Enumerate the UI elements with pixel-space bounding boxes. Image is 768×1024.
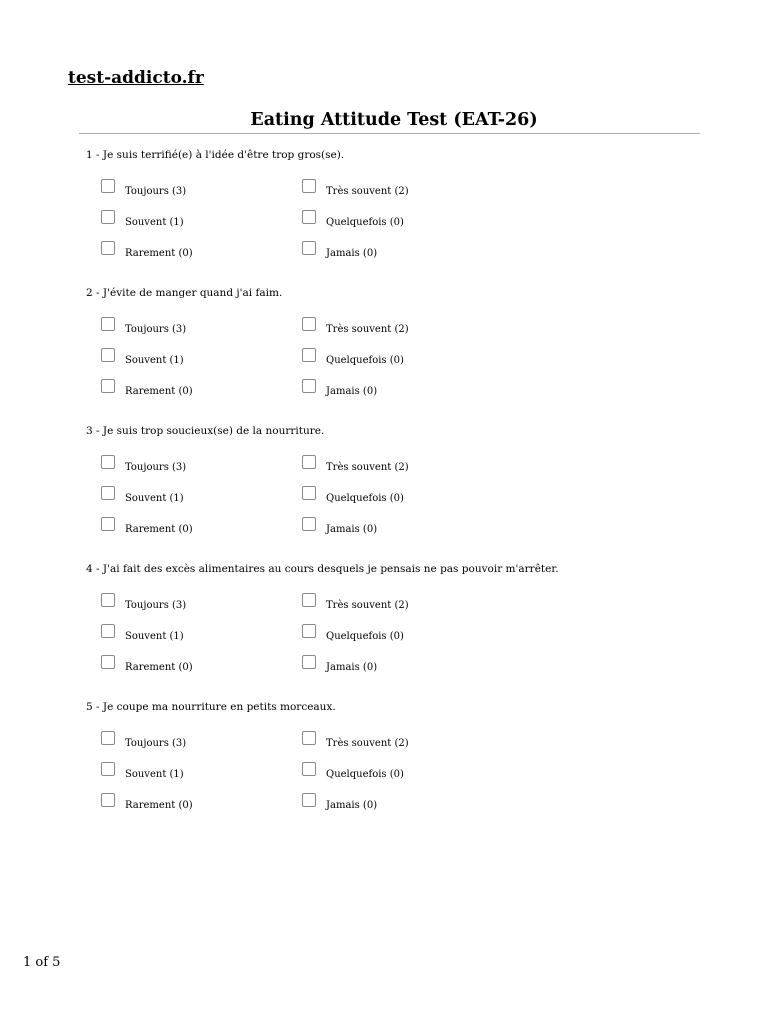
site-link[interactable]: test-addicto.fr xyxy=(68,68,204,88)
checkbox[interactable] xyxy=(302,655,316,669)
answer-options xyxy=(86,731,726,827)
question-text: 2 - J'évite de manger quand j'ai faim. xyxy=(86,287,283,299)
option-label: Quelquefois (0) xyxy=(326,355,404,366)
checkbox[interactable] xyxy=(302,455,316,469)
answer-options xyxy=(86,455,726,551)
option-label: Très souvent (2) xyxy=(326,462,409,473)
checkbox[interactable] xyxy=(302,348,316,362)
checkbox[interactable] xyxy=(302,624,316,638)
option-label: Très souvent (2) xyxy=(326,738,409,749)
question-text: 1 - Je suis terrifié(e) à l'idée d'être trop gros(se). xyxy=(86,149,345,161)
question-2 xyxy=(86,286,726,413)
question-3 xyxy=(86,424,726,551)
question-text: 5 - Je coupe ma nourriture en petits morceaux. xyxy=(86,701,336,713)
option-label: Jamais (0) xyxy=(326,662,378,673)
option-label: Rarement (0) xyxy=(125,524,193,535)
checkbox[interactable] xyxy=(101,655,115,669)
option-label: Toujours (3) xyxy=(125,738,187,749)
checkbox[interactable] xyxy=(302,210,316,224)
checkbox[interactable] xyxy=(101,593,115,607)
checkbox[interactable] xyxy=(302,731,316,745)
checkbox[interactable] xyxy=(302,179,316,193)
checkbox[interactable] xyxy=(302,379,316,393)
question-4 xyxy=(86,562,726,689)
title-divider xyxy=(79,133,700,134)
option-label: Quelquefois (0) xyxy=(326,769,404,780)
checkbox[interactable] xyxy=(101,762,115,776)
checkbox[interactable] xyxy=(101,348,115,362)
question-text: 3 - Je suis trop soucieux(se) de la nourriture. xyxy=(86,425,325,437)
option-label: Très souvent (2) xyxy=(326,600,409,611)
checkbox[interactable] xyxy=(302,593,316,607)
answer-options xyxy=(86,593,726,689)
option-label: Jamais (0) xyxy=(326,386,378,397)
option-label: Quelquefois (0) xyxy=(326,631,404,642)
answer-options xyxy=(86,179,726,275)
answer-options xyxy=(86,317,726,413)
checkbox[interactable] xyxy=(101,486,115,500)
checkbox[interactable] xyxy=(101,731,115,745)
option-label: Jamais (0) xyxy=(326,524,378,535)
checkbox[interactable] xyxy=(101,317,115,331)
option-label: Souvent (1) xyxy=(125,355,184,366)
checkbox[interactable] xyxy=(101,210,115,224)
checkbox[interactable] xyxy=(101,179,115,193)
checkbox[interactable] xyxy=(302,317,316,331)
option-label: Rarement (0) xyxy=(125,386,193,397)
checkbox[interactable] xyxy=(302,762,316,776)
option-label: Rarement (0) xyxy=(125,248,193,259)
option-label: Très souvent (2) xyxy=(326,186,409,197)
option-label: Rarement (0) xyxy=(125,662,193,673)
checkbox[interactable] xyxy=(101,517,115,531)
option-label: Toujours (3) xyxy=(125,324,187,335)
checkbox[interactable] xyxy=(302,517,316,531)
option-label: Souvent (1) xyxy=(125,217,184,228)
option-label: Souvent (1) xyxy=(125,631,184,642)
option-label: Jamais (0) xyxy=(326,800,378,811)
option-label: Toujours (3) xyxy=(125,186,187,197)
option-label: Souvent (1) xyxy=(125,493,184,504)
checkbox[interactable] xyxy=(302,241,316,255)
checkbox[interactable] xyxy=(101,624,115,638)
question-5 xyxy=(86,700,726,827)
checkbox[interactable] xyxy=(101,241,115,255)
option-label: Toujours (3) xyxy=(125,600,187,611)
checkbox[interactable] xyxy=(101,379,115,393)
checkbox[interactable] xyxy=(101,455,115,469)
option-label: Jamais (0) xyxy=(326,248,378,259)
page-title: Eating Attitude Test (EAT-26) xyxy=(250,110,538,130)
page-number: 1 of 5 xyxy=(23,955,61,970)
option-label: Rarement (0) xyxy=(125,800,193,811)
checkbox[interactable] xyxy=(302,793,316,807)
checkbox[interactable] xyxy=(302,486,316,500)
option-label: Souvent (1) xyxy=(125,769,184,780)
option-label: Quelquefois (0) xyxy=(326,493,404,504)
option-label: Très souvent (2) xyxy=(326,324,409,335)
option-label: Quelquefois (0) xyxy=(326,217,404,228)
checkbox[interactable] xyxy=(101,793,115,807)
question-text: 4 - J'ai fait des excès alimentaires au cours desquels je pensais ne pas pouvoir m'arrêter. xyxy=(86,563,559,575)
question-1 xyxy=(86,148,726,275)
option-label: Toujours (3) xyxy=(125,462,187,473)
